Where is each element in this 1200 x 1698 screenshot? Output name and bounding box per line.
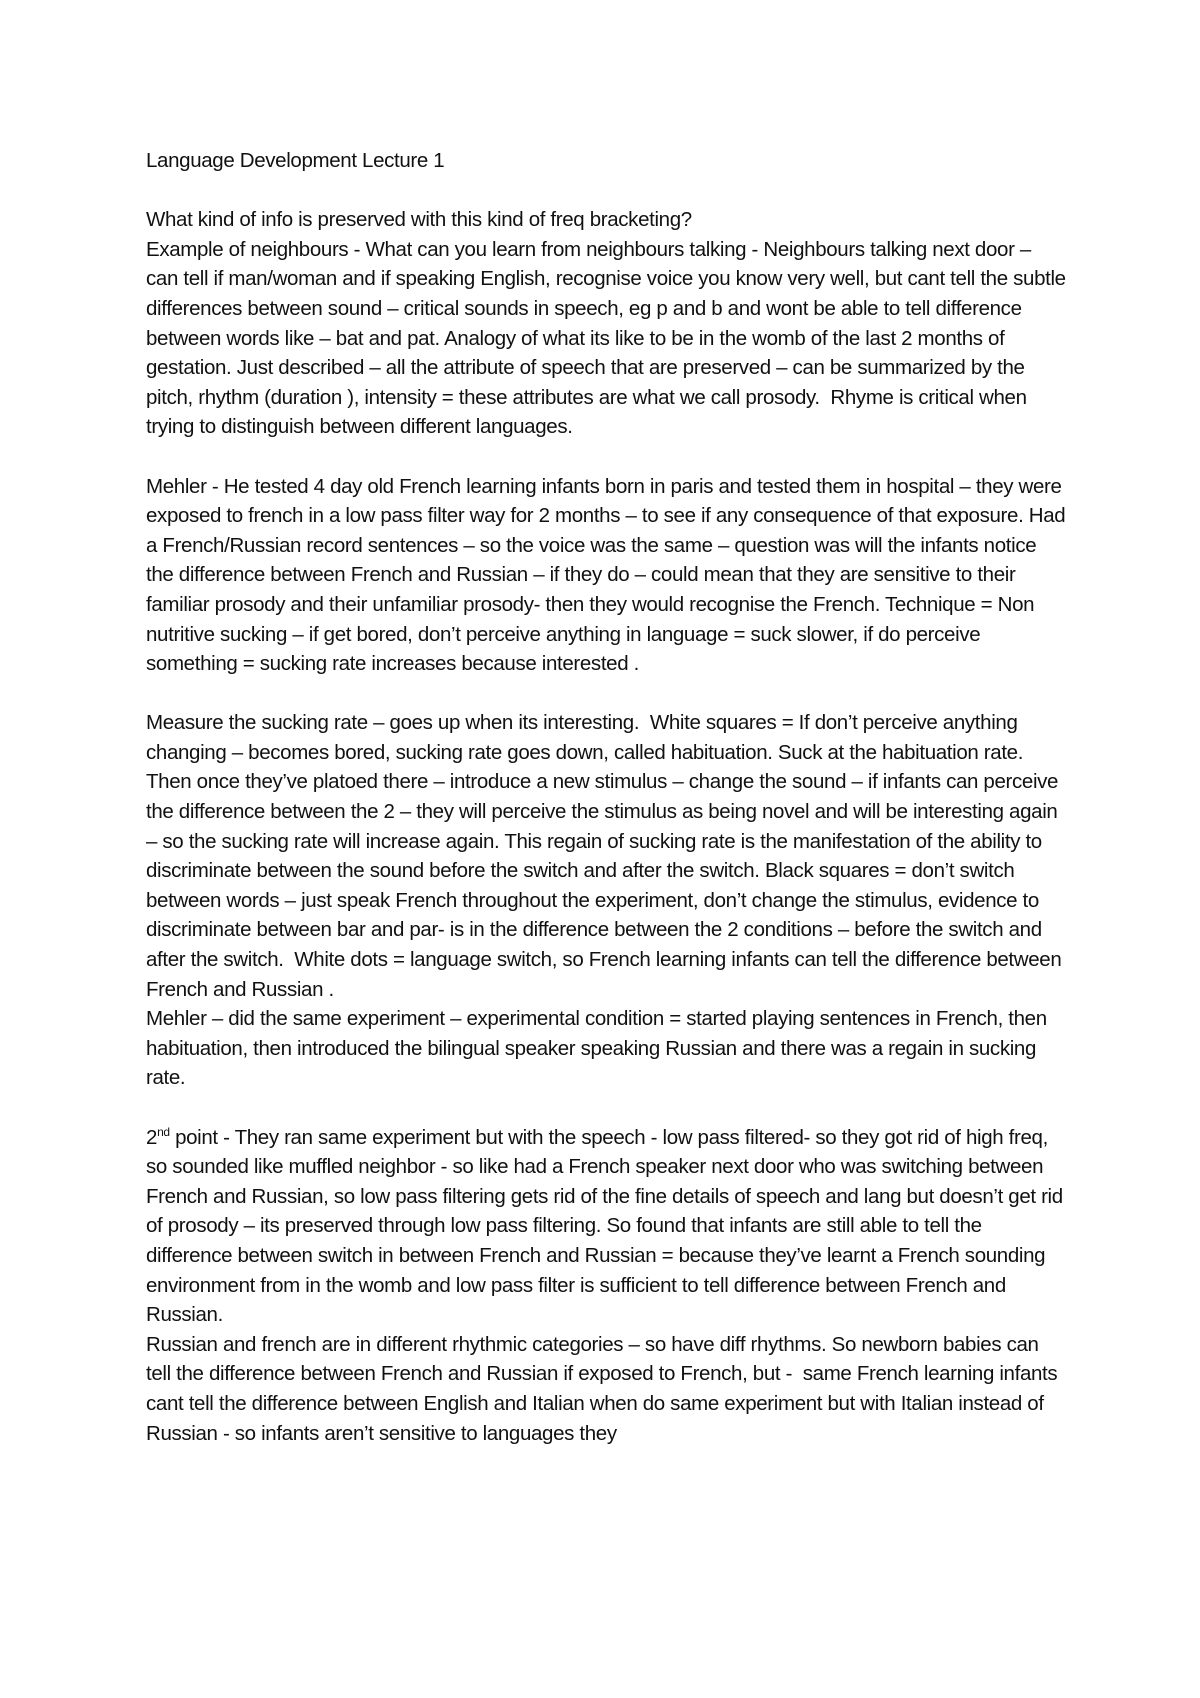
paragraph-gap xyxy=(146,1093,1066,1123)
paragraph-mehler-experiment: Mehler – did the same experiment – experimental condition = started playing sentences in French, then habituation, then introduced the bilingual speaker speaking Russian and there was a regain in sucking rate. xyxy=(146,1007,1053,1090)
paragraph-rhythmic-categories: Russian and french are in different rhythmic categories – so have diff rhythms. So newborn babies can tell the difference between French and Russian if exposed to French, but - same French learning infants cant tell the difference between English and Italian when do same experiment but with Italian instead of Russian - so infants aren’t sensitive to languages they xyxy=(146,1332,1063,1445)
ordinal-suffix: nd xyxy=(157,1124,170,1139)
paragraph-gap xyxy=(146,176,1066,206)
point-number: 2 xyxy=(146,1125,158,1149)
paragraph-second-point xyxy=(146,1123,1069,1330)
second-point-text: point - They ran same experiment but with the speech - low pass filtered- so they got rid of high freq, so sounded like muffled neighbor - so like had a French speaker next door who was switching between French and Russian, so low pass filtering gets rid of the fine details of speech and lang but doesn’t get rid of prosody – its preserved through low pass filtering. So found that infants are still able to tell the difference between switch in between French and Russian = because they’ve learnt a French sounding environment from in the womb and low pass filter is sufficient to tell difference between French and Russian. xyxy=(146,1125,1069,1327)
paragraph-neighbours: Example of neighbours - What can you learn from neighbours talking - Neighbours talking next door – can tell if man/woman and if speaking English, recognise voice you know very well, but cant tell the subtle differences between sound – critical sounds in speech, eg p and b and wont be able to tell difference between words like – bat and pat. Analogy of what its like to be in the womb of the last 2 months of gestation. Just described – all the attribute of speech that are preserved – can be summarized by the pitch, rhythm (duration ), intensity = these attributes are what we call prosody. Rhyme is critical when trying to distinguish between different languages. xyxy=(146,237,1072,439)
paragraph-sucking-rate: Measure the sucking rate – goes up when its interesting. White squares = If don’t perceive anything changing – becomes bored, sucking rate goes down, called habituation. Suck at the habituation rate. Then once they’ve platoed there – introduce a new stimulus – change the sound – if infants can perceive the difference between the 2 – they will perceive the stimulus as being novel and will be interesting again – so the sucking rate will increase again. This regain of sucking rate is the manifestation of the ability to discriminate between the sound before the switch and after the switch. Black squares = don’t switch between words – just speak French throughout the experiment, don’t change the stimulus, evidence to discriminate between bar and par- is in the difference between the 2 conditions – before the switch and after the switch. White dots = language switch, so French learning infants can tell the difference between French and Russian . xyxy=(146,711,1067,1001)
paragraph-mehler-test: Mehler - He tested 4 day old French learning infants born in paris and tested them in hospital – they were exposed to french in a low pass filter way for 2 months – to see if any consequence of that exposure. Had a French/Russian record sentences – so the voice was the same – question was will the infants notice the difference between French and Russian – if they do – could mean that they are sensitive to their familiar prosody and their unfamiliar prosody- then they would recognise the French. Technique = Non nutritive sucking – if get bored, don’t perceive anything in language = suck slower, if do perceive something = sucking rate increases because interested . xyxy=(146,474,1071,676)
paragraph-question: What kind of info is preserved with this kind of freq bracketing? xyxy=(146,208,692,232)
paragraph-gap xyxy=(146,442,1066,472)
document-title: Language Development Lecture 1 xyxy=(146,149,445,172)
paragraph-gap xyxy=(146,679,1066,709)
document-body xyxy=(146,146,1072,1448)
